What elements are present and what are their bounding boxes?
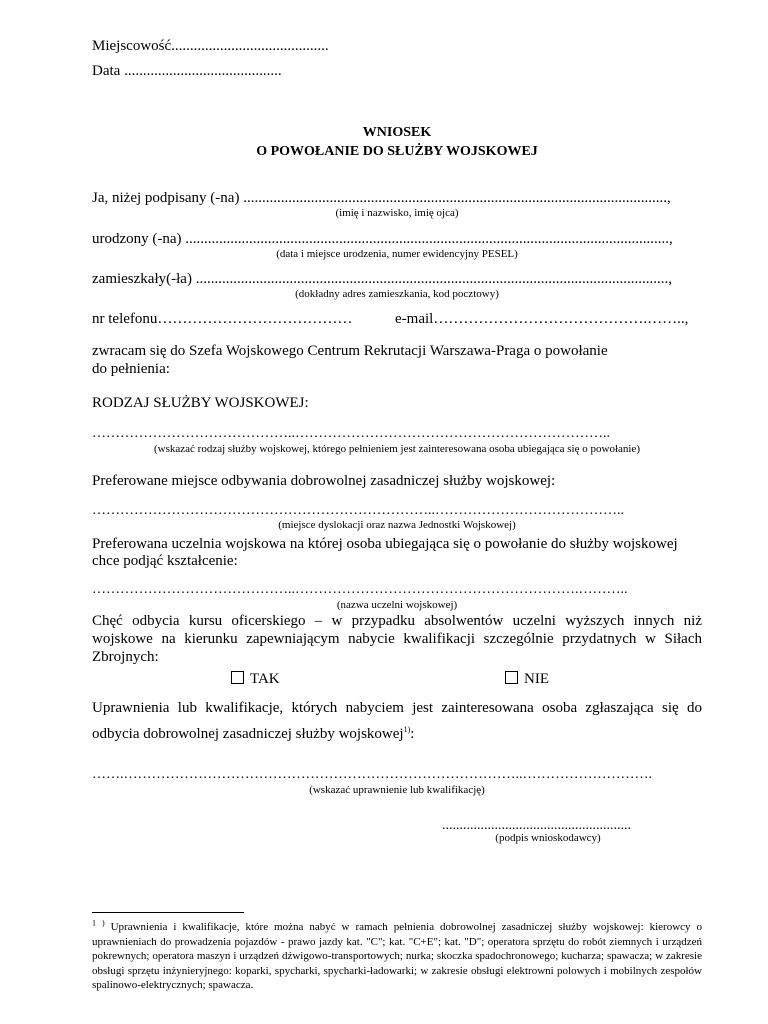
email-field[interactable]: e-mail…………………………………….…….., xyxy=(395,311,689,327)
preferred-university-field[interactable]: ……………………………………..…………………………………………………….……….. xyxy=(92,582,628,597)
signature-field[interactable]: ...................................................... xyxy=(442,818,631,833)
footnote-separator xyxy=(92,912,244,913)
place-field[interactable]: Miejscowość.......................................... xyxy=(92,38,329,54)
no-label: NIE xyxy=(524,671,549,687)
preferred-university-hint: (nazwa uczelni wojskowej) xyxy=(336,599,458,611)
address-hint: (dokładny adres zamieszkania, kod pocztowy) xyxy=(295,288,499,300)
preferred-place-field[interactable]: ………………………………………………………………..………………………………….. xyxy=(92,503,624,518)
no-checkbox[interactable] xyxy=(505,671,518,684)
qualifications-hint: (wskazać uprawnienie lub kwalifikację) xyxy=(309,784,485,796)
request-text-line2: do pełnienia: xyxy=(92,361,170,377)
preferred-place-label: Preferowane miejsce odbywania dobrowolnej zasadniczej służby wojskowej: xyxy=(92,473,556,489)
signature-hint: (podpis wnioskodawcy) xyxy=(495,832,601,844)
birth-field[interactable]: urodzony (-na) ................................................................................................................................., xyxy=(92,231,673,247)
qualifications-text-line2 xyxy=(92,725,702,743)
service-type-hint: (wskazać rodzaj służby wojskowej, którego pełnieniem jest zainteresowana osoba ubiegająca się o powołanie) xyxy=(154,443,640,455)
preferred-place-hint: (miejsce dyslokacji oraz nazwa Jednostki Wojskowej) xyxy=(278,519,516,531)
preferred-university-label-line2: chce podjąć kształcenie: xyxy=(92,553,238,569)
service-type-field[interactable]: ……………………………………..………………………………………………………….. xyxy=(92,426,610,441)
request-text-line1: zwracam się do Szefa Wojskowego Centrum Rekrutacji Warszawa-Praga o powołanie xyxy=(92,343,608,359)
qualifications-text-line1: Uprawnienia lub kwalifikacje, których nabyciem jest zainteresowana osoba zgłaszająca się do xyxy=(92,700,702,716)
yes-checkbox[interactable] xyxy=(231,671,244,684)
footnote-mark: 1 xyxy=(92,918,96,928)
name-field[interactable]: Ja, niżej podpisany (-na) ................................................................................................................., xyxy=(92,190,671,206)
service-type-heading: RODZAJ SŁUŻBY WOJSKOWEJ: xyxy=(92,395,309,411)
qualifications-colon: : xyxy=(410,726,415,742)
option-yes[interactable] xyxy=(231,670,280,688)
address-field[interactable]: zamieszkały(-ła) .............................................................................................................................., xyxy=(92,271,672,287)
birth-hint: (data i miejsce urodzenia, numer ewidencyjny PESEL) xyxy=(276,248,518,260)
footnote-reference: 1) xyxy=(403,725,411,734)
yes-label: TAK xyxy=(250,671,280,687)
officer-course-text: Chęć odbycia kursu oficerskiego – w przypadku absolwentów uczelni wyższych innych niż wojskowe na kierunku zapewniającym nabycie kwalifikacji szczególnie przydatnych w Siłach Zbrojnych: xyxy=(92,613,702,665)
phone-field[interactable]: nr telefonu………………………………… xyxy=(92,311,353,327)
footnote-mark-paren: ) xyxy=(101,918,105,928)
name-hint: (imię i nazwisko, imię ojca) xyxy=(335,207,459,219)
option-no[interactable] xyxy=(505,670,549,688)
date-field[interactable]: Data .......................................... xyxy=(92,63,282,79)
document-title: WNIOSEK xyxy=(362,125,432,140)
document-subtitle: O POWOŁANIE DO SŁUŻBY WOJSKOWEJ xyxy=(256,144,538,159)
footnote-text: Uprawnienia i kwalifikacje, które można nabyć w ramach pełnienia dobrowolnej zasadniczej służby wojskowej: kierowcy o uprawnieniach do prowadzenia pojazdów - prawo jazdy kat. "C"; kat. "C+E"; kat. "D"; operatora sprzętu do robót ziemnych i urządzeń pokrewnych; operatora maszyn i urządzeń dźwigowo-transportowych; nurka; skoczka spadochronowego; kucharza; spawacza; w zakresie obsługi sprzętu inżynieryjnego: koparki, spycharki, spycharki-ładowarki; w zakresie obsługi elektrowni polowych i mobilnych zespołów spalinowo-elektrycznych; spawacza. xyxy=(92,921,703,991)
qualifications-text-line2-body: odbycia dobrowolnej zasadniczej służby wojskowej xyxy=(92,726,404,742)
qualifications-field[interactable]: …….…………………………………………………………………………..………………………. xyxy=(92,767,652,782)
preferred-university-label-line1: Preferowana uczelnia wojskowa na której osoba ubiegająca się o powołanie do służby wojskowej xyxy=(92,536,678,552)
footnote xyxy=(92,920,702,993)
